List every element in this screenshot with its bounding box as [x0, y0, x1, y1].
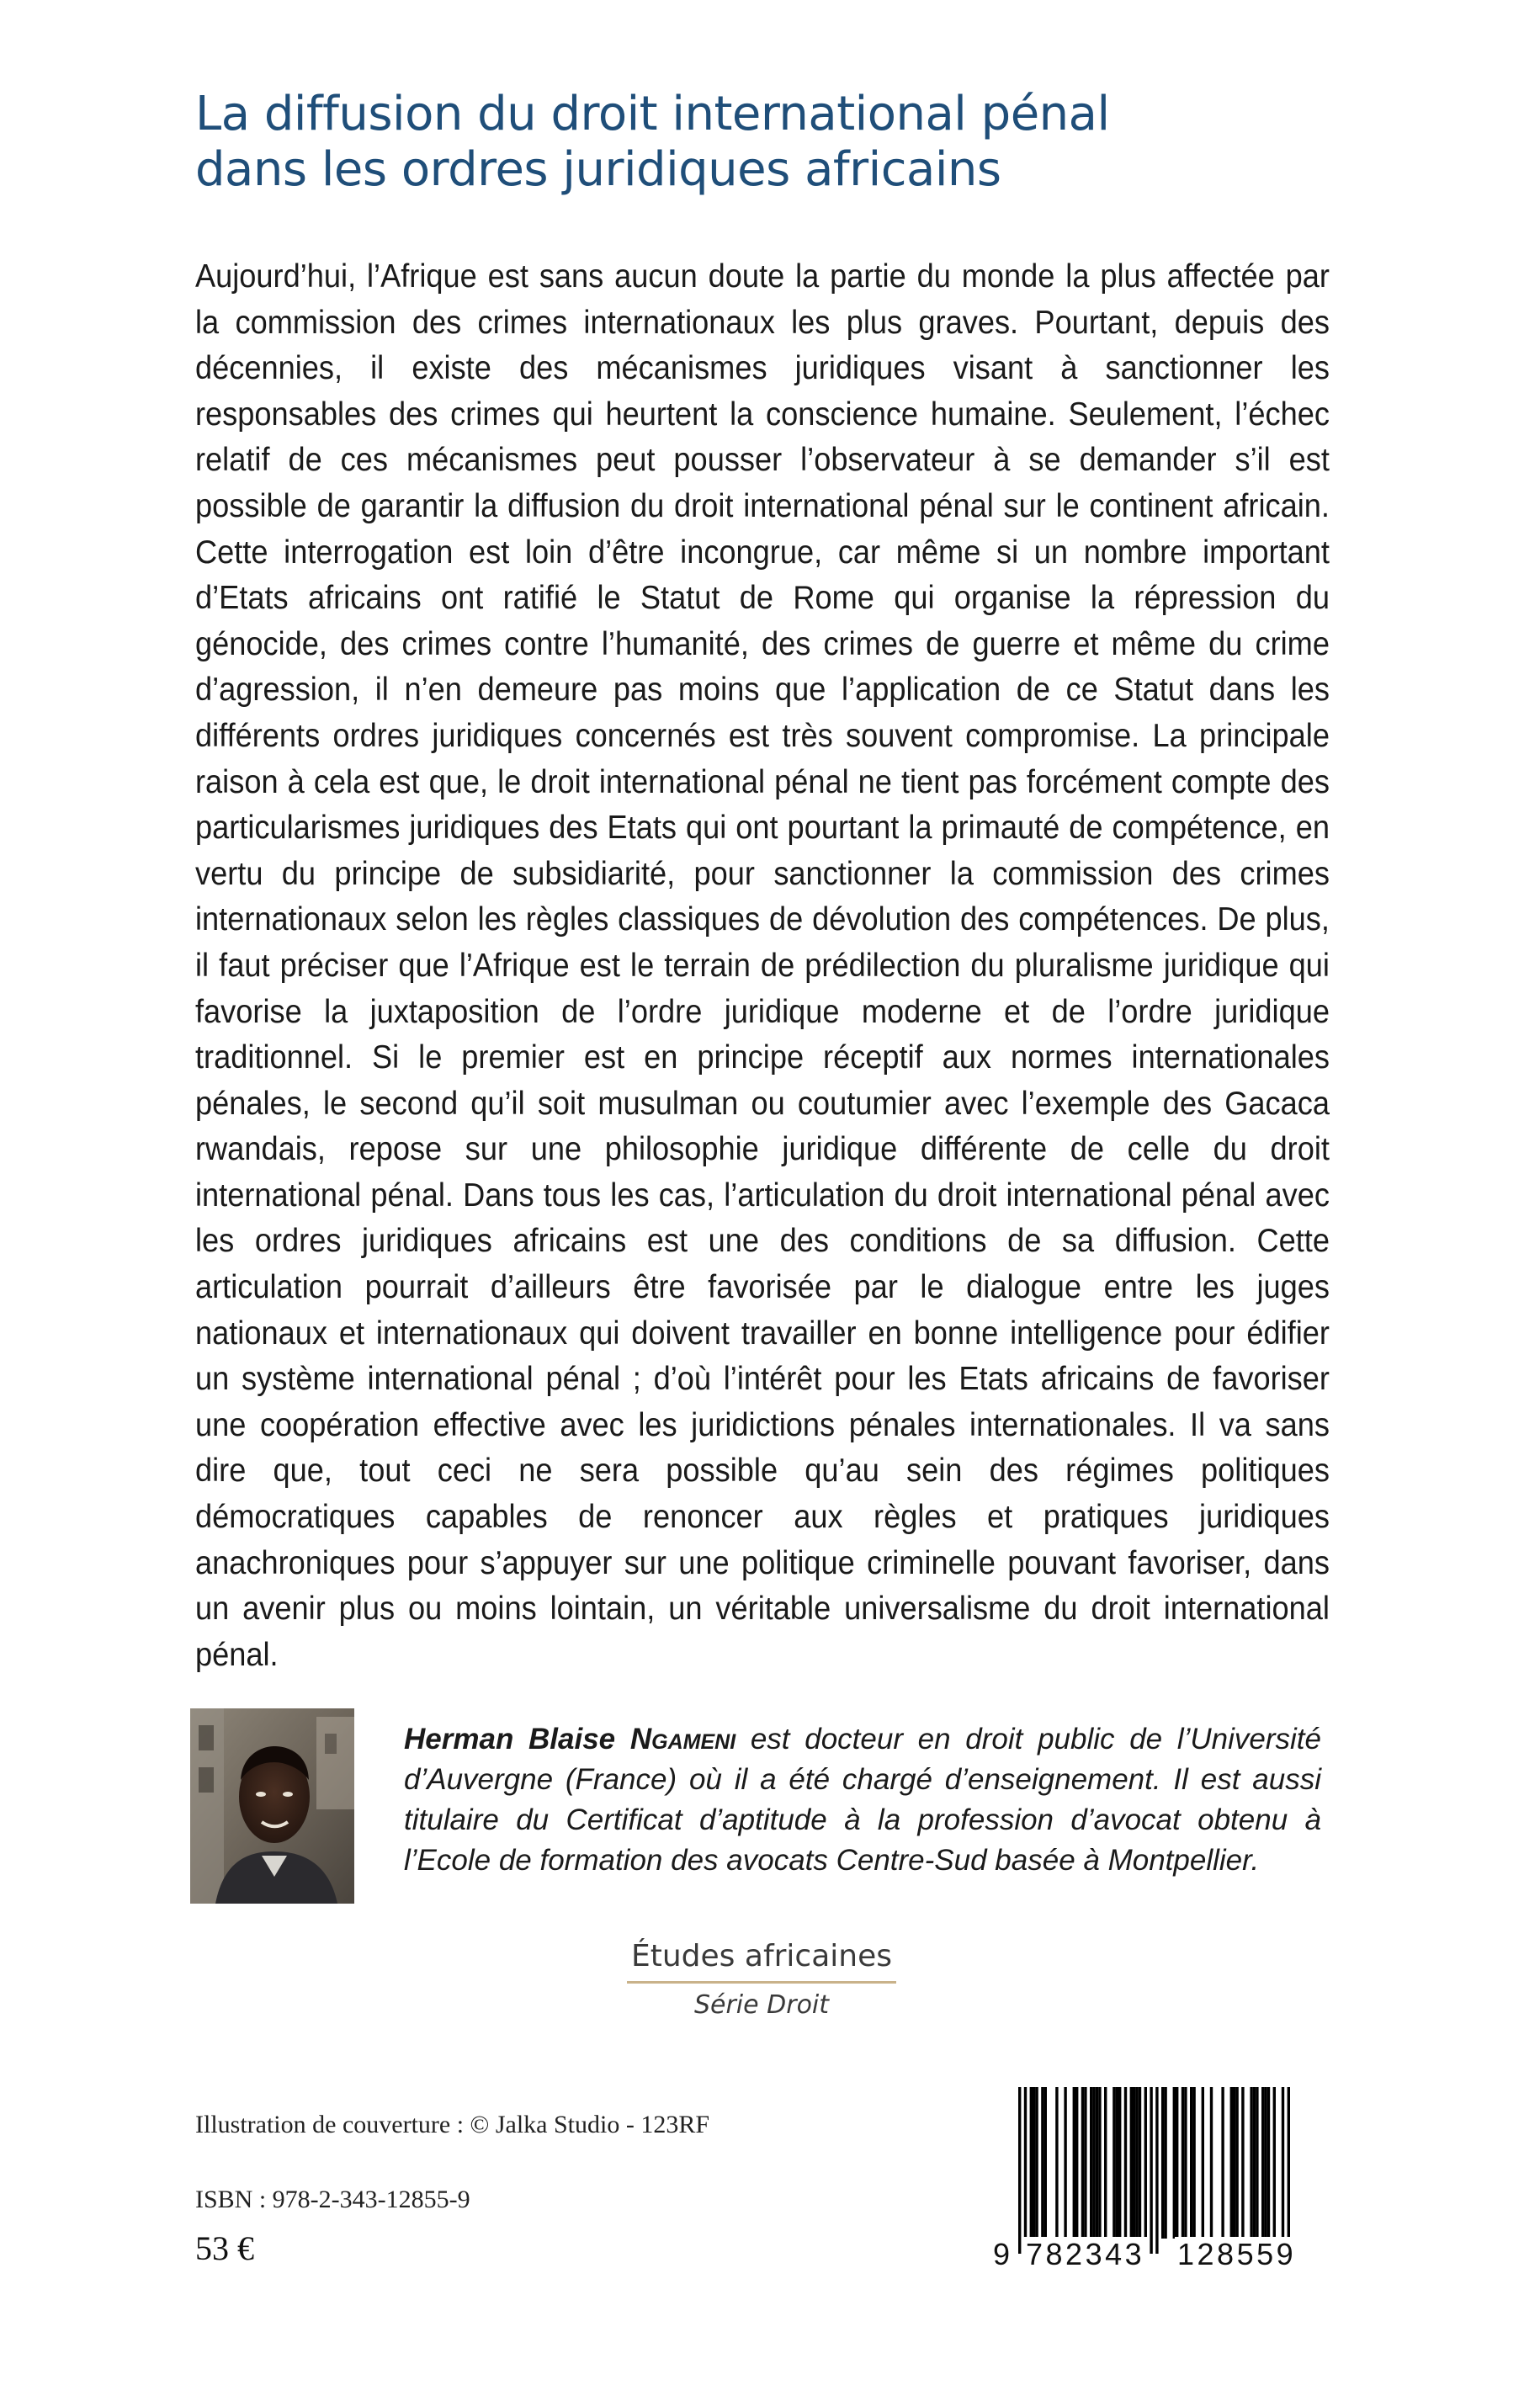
barcode-bar: [1173, 2087, 1176, 2239]
series-name: Études africaines: [631, 1939, 892, 1973]
series-logo: [627, 1937, 896, 2024]
barcode-bar: [1176, 2087, 1178, 2239]
series-divider: [627, 1981, 896, 1984]
barcode-bar: [1261, 2087, 1264, 2239]
barcode-bar: [1135, 2087, 1138, 2239]
barcode-bar: [1139, 2087, 1141, 2239]
barcode-digits-left: 782343: [1023, 2237, 1147, 2272]
barcode-bar: [1041, 2087, 1043, 2239]
barcode-bar: [1073, 2087, 1075, 2239]
barcode-bar: [1033, 2087, 1035, 2239]
barcode-bar: [1144, 2087, 1147, 2239]
barcode-bar: [1113, 2087, 1115, 2239]
title-line-2: dans les ordres juridiques africains: [195, 142, 1001, 197]
author-surname: Ngameni: [629, 1723, 736, 1756]
barcode-bar: [1221, 2087, 1224, 2239]
barcode-bar: [1273, 2087, 1276, 2239]
barcode-bar: [1250, 2087, 1252, 2239]
barcode-bar: [1116, 2087, 1118, 2239]
barcode-bar: [1184, 2087, 1187, 2239]
barcode-bar: [1192, 2087, 1195, 2239]
price: 53 €: [195, 2229, 254, 2267]
barcode-bars: [990, 2087, 1320, 2255]
isbn-barcode: [990, 2087, 1320, 2272]
barcode-digit-first: 9: [993, 2237, 1012, 2271]
barcode-bar: [1161, 2087, 1164, 2239]
barcode-bar: [1202, 2087, 1204, 2239]
barcode-guard-bar: [1288, 2087, 1290, 2254]
barcode-bar: [1096, 2087, 1098, 2239]
author-bio-text: est docteur en droit public de l’Université d’Auvergne (France) où il a été chargé d’enseignement. Il est aussi titulaire du Certificat d’aptitude à la profession d’avocat obtenu à l’Ecole de formation des avocats Centre-Sud basée à Montpellier.: [404, 1723, 1322, 1877]
barcode-bar: [1124, 2087, 1127, 2239]
barcode-bar: [1081, 2087, 1084, 2239]
barcode-guard-bar: [1024, 2087, 1027, 2254]
barcode-bar: [1182, 2087, 1184, 2239]
barcode-bar: [1233, 2087, 1235, 2239]
barcode-bar: [1084, 2087, 1086, 2239]
barcode-bar: [1130, 2087, 1133, 2239]
barcode-bar: [1264, 2087, 1267, 2239]
isbn: ISBN : 978-2-343-12855-9: [195, 2186, 470, 2213]
barcode-bar: [1164, 2087, 1166, 2239]
barcode-bar: [1230, 2087, 1233, 2239]
barcode-guard-bar: [1155, 2087, 1158, 2254]
author-name: [404, 1723, 735, 1756]
barcode-guard-bar: [1150, 2087, 1152, 2254]
barcode-digits-right: 128559: [1175, 2237, 1298, 2272]
barcode-bar: [1075, 2087, 1078, 2239]
barcode-bar: [1133, 2087, 1135, 2239]
barcode-bar: [1267, 2087, 1270, 2239]
barcode-bar: [1256, 2087, 1258, 2239]
barcode-bar: [1235, 2087, 1238, 2239]
barcode-bar: [1030, 2087, 1033, 2239]
book-title: [195, 87, 1458, 198]
barcode-bar: [1253, 2087, 1256, 2239]
series-subseries: Série Droit: [693, 1990, 830, 2020]
author-photo: [190, 1708, 354, 1904]
author-first-names: Herman Blaise: [404, 1723, 616, 1756]
barcode-digits: [990, 2237, 1320, 2274]
barcode-bar: [1241, 2087, 1244, 2239]
barcode-bar: [1055, 2087, 1058, 2239]
barcode-bar: [1035, 2087, 1038, 2239]
barcode-bar: [1092, 2087, 1095, 2239]
barcode-bar: [1098, 2087, 1101, 2239]
back-cover-summary: Aujourd’hui, l’Afrique est sans aucun doute la partie du monde la plus affectée par la commission des crimes internationaux les plus graves. Pourtant, depuis des décennies, il existe des mécanismes juridiques visant à sanctionner les responsables des crimes qui heurtent la conscience humaine. Seulement, l’échec relatif de ces mécanismes peut pousser l’observateur à se demander s’il est possible de garantir la diffusion du droit international pénal sur le continent africain. Cette interrogation est loin d’être incongrue, car même si un nombre important d’Etats africains ont ratifié le Statut de Rome qui organise la répression du génocide, des crimes contre l’humanité, des crimes de guerre et même du crime d’agression, il n’en demeure pas moins que l’application de ce Statut dans les différents ordres juridiques concernés est très souvent compromise. La principale raison à cela est que, le droit international pénal ne tient pas forcément compte des particularismes juridiques des Etats qui ont pourtant la primauté de compétence, en vertu du principe de subsidiarité, pour sanctionner la commission des crimes internationaux selon les règles classiques de dévolution des compétences. De plus, il faut préciser que l’Afrique est le terrain de prédilection du pluralisme juridique qui favorise la juxtaposition de l’ordre juridique moderne et de l’ordre juridique traditionnel. Si le premier est en principe réceptif aux normes internationales pénales, le second qu’il soit musulman ou coutumier avec l’exemple des Gacaca rwandais, repose sur une philosophie juridique différente de celle du droit international pénal. Dans tous les cas, l’articulation du droit international pénal avec les ordres juridiques africains est une des conditions de sa diffusion. Cette articulation pourrait d’ailleurs être favorisée par le dialogue entre les juges nationaux et internationaux qui doivent travailler en bonne intelligence pour édifier un système international pénal ; d’où l’intérêt pour les Etats africains de favoriser une coopération effective avec les juridictions pénales internationales. Il va sans dire que, tout ceci ne sera possible qu’au sein des régimes politiques démocratiques capables de renoncer aux règles et pratiques juridiques anachroniques pour s’appuyer sur une politique criminelle pouvant favoriser, dans un avenir plus ou moins lointain, un véritable universalisme du droit international pénal.: [195, 258, 1330, 1673]
barcode-bar: [1118, 2087, 1121, 2239]
barcode-bar: [1090, 2087, 1092, 2239]
cover-illustration-credit: Illustration de couverture : © Jalka Studio - 123RF: [195, 2111, 710, 2138]
author-bio: [404, 1719, 1321, 1881]
barcode-guard-bar: [1282, 2087, 1284, 2254]
author-portrait-image: [190, 1708, 354, 1904]
barcode-bar: [1064, 2087, 1066, 2239]
barcode-bar: [1044, 2087, 1047, 2239]
title-line-1: La diffusion du droit international pénal: [195, 87, 1110, 141]
barcode-bar: [1190, 2087, 1192, 2239]
barcode-bar: [1210, 2087, 1213, 2239]
barcode-guard-bar: [1018, 2087, 1021, 2254]
barcode-bar: [1104, 2087, 1107, 2239]
